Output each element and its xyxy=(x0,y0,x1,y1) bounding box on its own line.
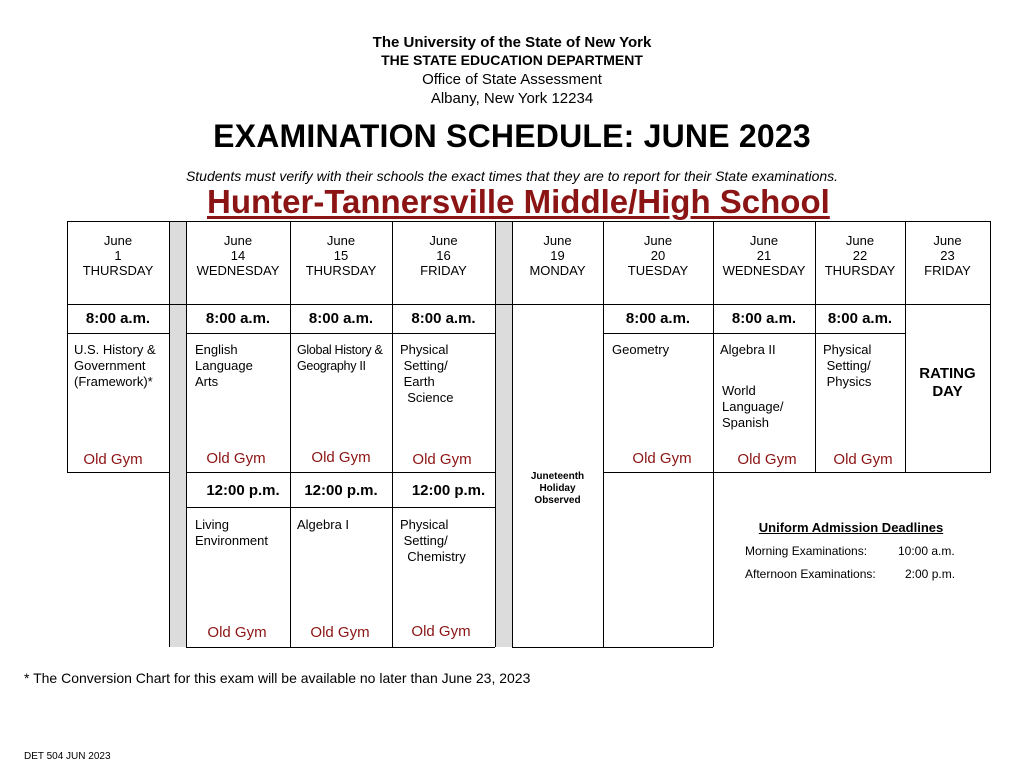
day-header: June 15 THURSDAY xyxy=(305,233,377,278)
day-header: June 20 TUESDAY xyxy=(627,233,689,278)
exam-english: English Language Arts xyxy=(195,342,253,389)
holiday-label: Juneteenth Holiday Observed xyxy=(530,471,585,506)
location-label: Old Gym xyxy=(737,451,797,468)
afternoon-time: 12:00 p.m. xyxy=(304,482,378,499)
location-label: Old Gym xyxy=(412,451,472,468)
location-label: Old Gym xyxy=(632,450,692,467)
day-header: June 23 FRIDAY xyxy=(924,233,971,278)
location-label: Old Gym xyxy=(411,623,471,640)
day-header: June 16 FRIDAY xyxy=(420,233,467,278)
school-name: Hunter-Tannersville Middle/High School xyxy=(207,183,830,220)
day-header: June 19 MONDAY xyxy=(529,233,586,278)
location-label: Old Gym xyxy=(833,451,893,468)
header-address: Albany, New York 12234 xyxy=(430,90,594,107)
day-header: June 21 WEDNESDAY xyxy=(722,233,806,278)
morning-deadline-label: Morning Examinations: xyxy=(745,544,868,558)
deadlines-title: Uniform Admission Deadlines xyxy=(758,520,944,535)
exam-geometry: Geometry xyxy=(612,342,670,357)
location-label: Old Gym xyxy=(207,624,267,641)
location-label: Old Gym xyxy=(83,451,143,468)
exam-global-history: Global History & Geography II xyxy=(297,343,383,373)
morning-time: 8:00 a.m. xyxy=(625,310,691,327)
verification-note: Students must verify with their schools the exact times that they are to report for their State examinations. xyxy=(185,168,839,184)
exam-physics: Physical Setting/ Physics xyxy=(823,342,872,389)
header-department: THE STATE EDUCATION DEPARTMENT xyxy=(381,52,643,68)
spacer-column xyxy=(495,221,512,647)
morning-deadline-time: 10:00 a.m. xyxy=(898,544,955,558)
page-title: EXAMINATION SCHEDULE: JUNE 2023 xyxy=(213,118,811,154)
header-office: Office of State Assessment xyxy=(422,71,602,88)
exam-algebra-i: Algebra I xyxy=(297,517,350,532)
exam-us-history: U.S. History & Government (Framework)* xyxy=(74,342,156,389)
spacer-column xyxy=(169,221,186,647)
exam-living-environment: Living Environment xyxy=(195,517,268,548)
day-header: June 14 WEDNESDAY xyxy=(196,233,280,278)
location-label: Old Gym xyxy=(310,624,370,641)
exam-algebra-ii: Algebra II xyxy=(720,342,776,357)
footnote: * The Conversion Chart for this exam will be available no later than June 23, 2023 xyxy=(24,670,531,686)
location-label: Old Gym xyxy=(311,449,371,466)
afternoon-time: 12:00 p.m. xyxy=(206,482,280,499)
morning-time: 8:00 a.m. xyxy=(411,310,476,327)
morning-time: 8:00 a.m. xyxy=(308,310,374,327)
morning-time: 8:00 a.m. xyxy=(205,310,271,327)
exam-spanish: World Language/ Spanish xyxy=(722,383,784,430)
exam-chemistry: Physical Setting/ Chemistry xyxy=(400,517,466,564)
afternoon-time: 12:00 p.m. xyxy=(411,482,486,499)
morning-time: 8:00 a.m. xyxy=(827,310,893,327)
header-university: The University of the State of New York xyxy=(372,34,652,51)
location-label: Old Gym xyxy=(206,450,266,467)
day-header: June 22 THURSDAY xyxy=(824,233,896,278)
morning-time: 8:00 a.m. xyxy=(85,310,151,327)
rating-day: RATING DAY xyxy=(919,365,976,400)
document-code: DET 504 JUN 2023 xyxy=(24,751,111,762)
day-header: June 1 THURSDAY xyxy=(82,233,154,278)
morning-time: 8:00 a.m. xyxy=(731,310,797,327)
afternoon-deadline-time: 2:00 p.m. xyxy=(905,567,956,581)
afternoon-deadline-label: Afternoon Examinations: xyxy=(745,567,876,581)
exam-earth-science: Physical Setting/ Earth Science xyxy=(400,342,454,405)
